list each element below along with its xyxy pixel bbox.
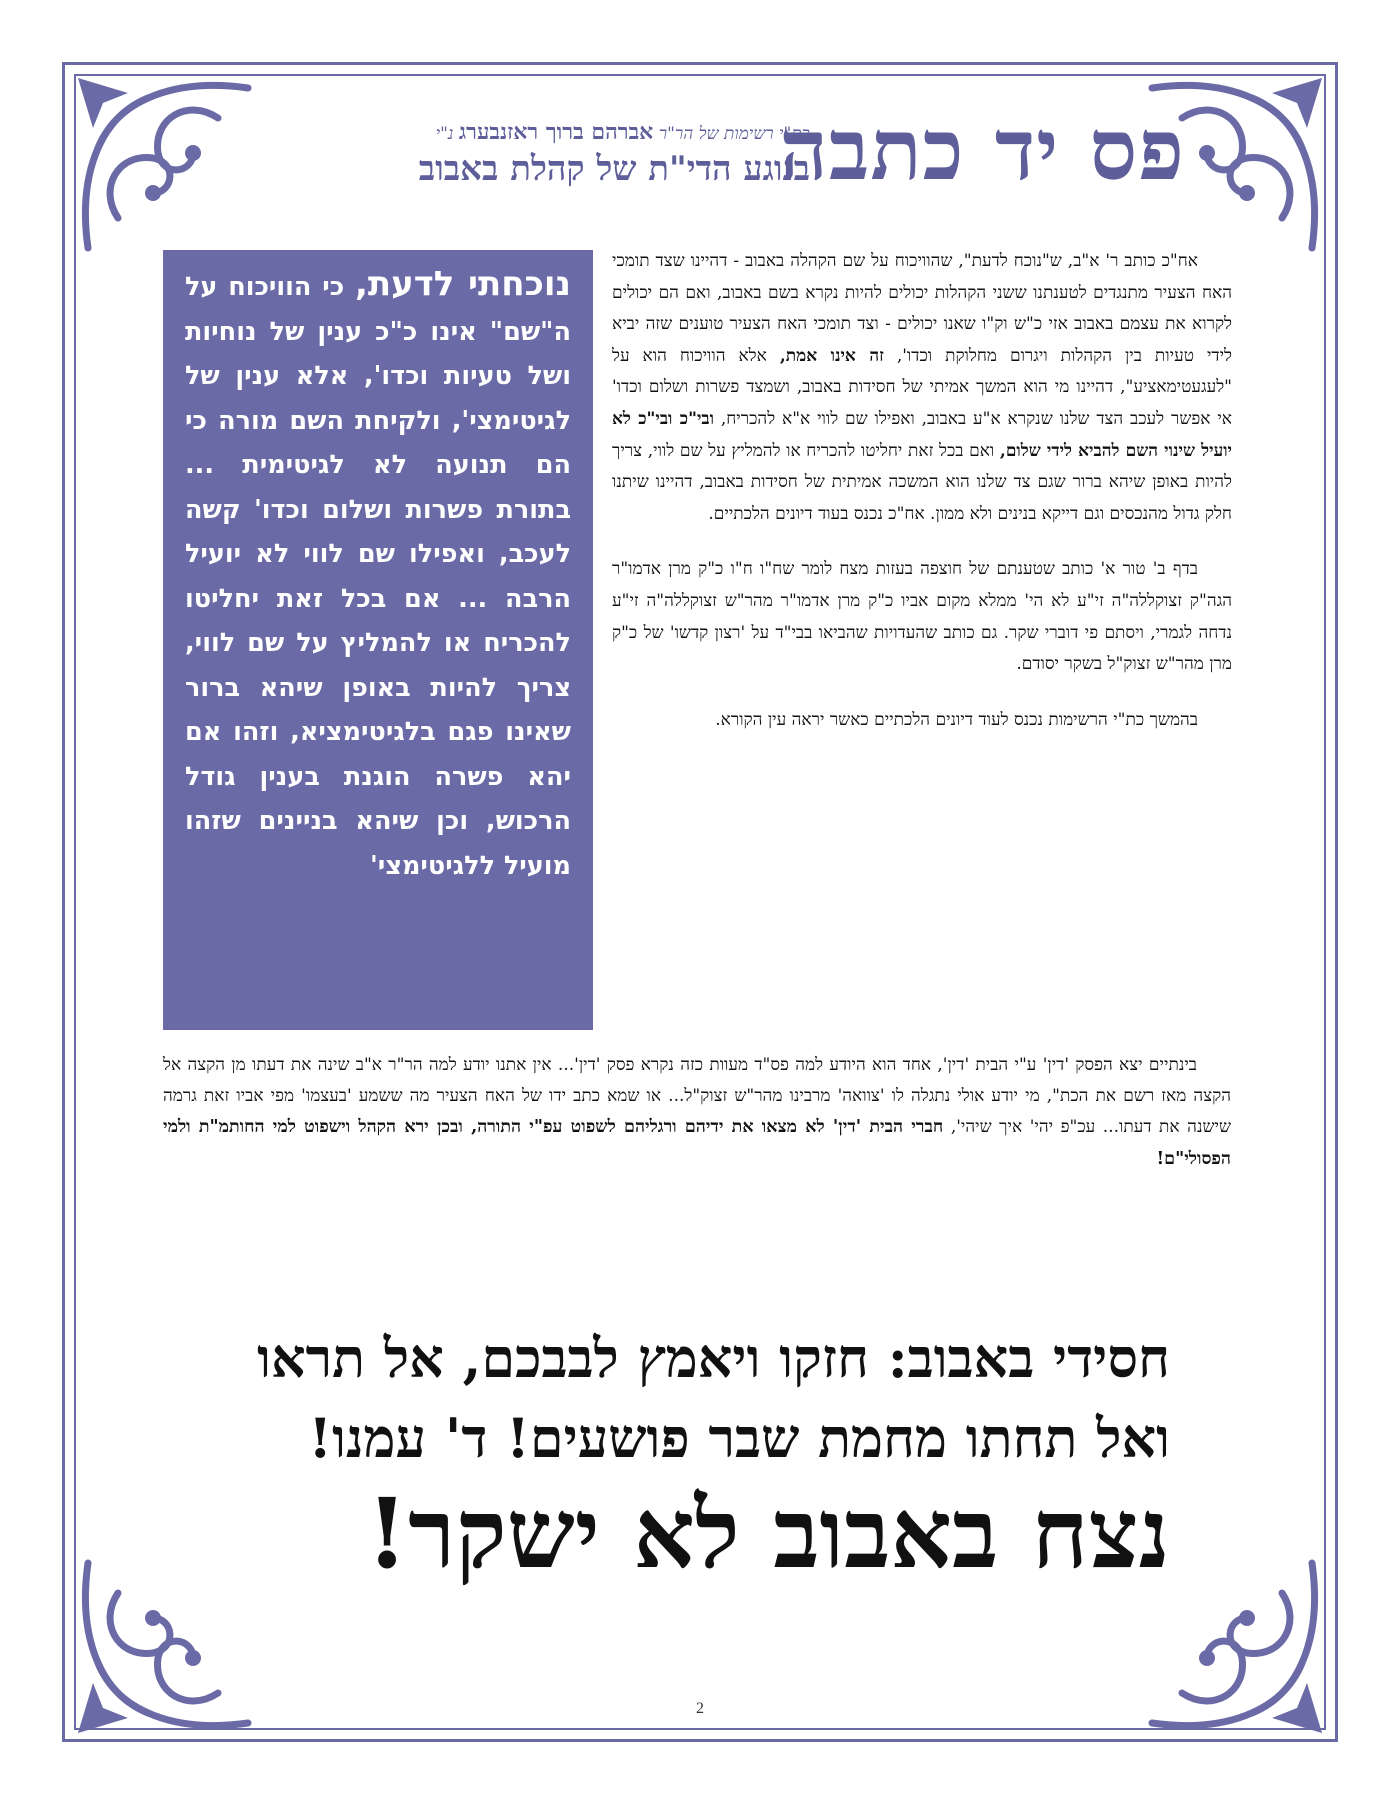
- sidebar-lead: נוכחתי לדעת,: [354, 264, 571, 304]
- article-column: [612, 246, 1232, 760]
- paragraph-text: אלא הוויכוח הוא על "לעגעטימאציע", דהיינו מי הוא המשך אמיתי של חסידות באבוב, ושמצד פשרות ושלום וכדו' אי אפשר לעכב הצד שלנו שנקרא א"ע באבוב, ואפילו שם לווי א"א להכריח,: [612, 345, 1233, 429]
- paragraph: בהמשך כת"י הרשימות נכנס לעוד דיונים הלכתיים כאשר יראה עין הקורא.: [715, 709, 1198, 730]
- author-suffix: נ"י: [435, 124, 454, 144]
- slogan-line: ואל תחתו מחמת שבר פושעים! ד' עמנו!: [308, 1406, 1170, 1470]
- author-prefix: כת"י רשימות של הר"ר: [658, 124, 810, 144]
- paragraph-text: ואם בכל זאת יחליטו להכריח או להמליץ על שם לווי, צריך להיות באופן שיהא ברור שגם צד שלנו הוא המשכה אמיתית של חסידות באבוב, דהיינו שיתנו חלק גדול מהנכסים וגם דייקא בנינים ולא ממון. אח"כ נכנס בעוד דיונים הלכתיים.: [612, 440, 1232, 524]
- page-subtitle: בנוגע הדי"ת של קהלת באבוב: [418, 148, 810, 189]
- corner-ornament-icon: [1142, 1553, 1342, 1753]
- article-conclusion: [163, 1050, 1231, 1175]
- header-subtitle-block: [210, 118, 810, 189]
- paragraph: [612, 246, 1232, 530]
- emphasis-text: זה אינו אמת,: [779, 345, 884, 366]
- author-name: אברהם ברוך ראזנבערג: [458, 119, 654, 145]
- quote-sidebar: [163, 250, 593, 1030]
- author-line: [210, 118, 810, 147]
- paragraph: [163, 1050, 1231, 1175]
- slogan-line: חסידי באבוב: חזקו ויאמץ לבבכם, אל תראו: [257, 1326, 1170, 1390]
- corner-ornament-icon: [58, 1553, 258, 1753]
- slogan-lines: [170, 1318, 1170, 1478]
- sidebar-body: כי הוויכוח על ה"שם" אינו כ"כ ענין של נוחיות ושל טעיות וכדו', אלא ענין של לגיטימצי', ולקיחת השם מורה כי הם תנועה לא לגיטימית ... בתורת פשרות ושלום וכדו' קשה לעכב, ואפילו שם לווי לא יועיל הרבה ... אם בכל זאת יחליטו להכריח או להמליץ על שם לווי, צריך להיות באופן שיהא ברור שאינו פגם בלגיטימציא, וזהו אם יהא פשרה הוגנת בענין גודל הרכוש, וכן שיהא בניינים שזהו מועיל ללגיטימצי': [185, 272, 571, 881]
- page-title: פס יד כתבה: [779, 100, 1185, 199]
- slogan-headline: נצח באבוב לא ישקר!: [366, 1477, 1170, 1590]
- emphasis-text: ובי"כ ובי"כ לא יועיל שינוי השם להביא לידי שלום,: [612, 408, 1232, 461]
- emphasis-text: חברי הבית 'דין' לא מצאו את ידיהם ורגליהם לשפוט עפ"י התורה, ובכן ירא הקהל וישפוט למי החותמ"ת ולמי הפסולי"ם!: [163, 1117, 1231, 1169]
- paragraph-text: בינתיים יצא הפסק 'דין' ע"י הבית 'דין', אחד הוא היודע למה פס"ד מעוות כזה נקרא פסק 'דין'... אין אתנו יודע למה הר"ר א"ב שינה את דעתו מן הקצה אל הקצה מאז רשם את הכת", מי יודע אולי נתגלה לו 'צוואה' מרבינו מהר"ש זצוק"ל... או שמא כתב ידו של האח הצעיר מה ששמע 'בעצמו' מפי אביו זאת גרמה שישנה את דעתו... עכ"פ יהי' איך שיהי',: [163, 1055, 1231, 1138]
- paragraph-text: אח"כ כותב ר' א"ב, ש"נוכח לדעת", שהוויכוח על שם הקהלה באבוב - דהיינו שצד תומכי האח הצעיר מתנגדים לטענתנו ששני הקהלות יכולים להיות נקרא בשם באבוב, ואם הם יכולים לקרוא את עצמם באבוב אזי כ"ש וק"ו שאנו יכולים - וצד תומכי האח הצעיר טוענים שזה יביא לידי טעיות בין הקהלות ויגרום מחלוקת וכדו',: [612, 251, 1233, 366]
- paragraph: בדף ב' טור א' כותב שטענתם של חוצפה בעזות מצח לומר שח"ו ח"ו כ"ק מרן אדמו"ר הגה"ק זצוקללה"ה זי"ע לא הי' ממלא מקום אביו כ"ק מרן אדמו"ר מהר"ש זצוקללה"ה זי"ע נדחה לגמרי, ויסתם פי דוברי שקר. גם כותב שהעדויות שהביאו בבי"ד על 'רצון קדשו' של כ"ק מרן מהר"ש זצוק"ל בשקר יסודם.: [612, 559, 1232, 675]
- page-number: 2: [696, 1700, 704, 1717]
